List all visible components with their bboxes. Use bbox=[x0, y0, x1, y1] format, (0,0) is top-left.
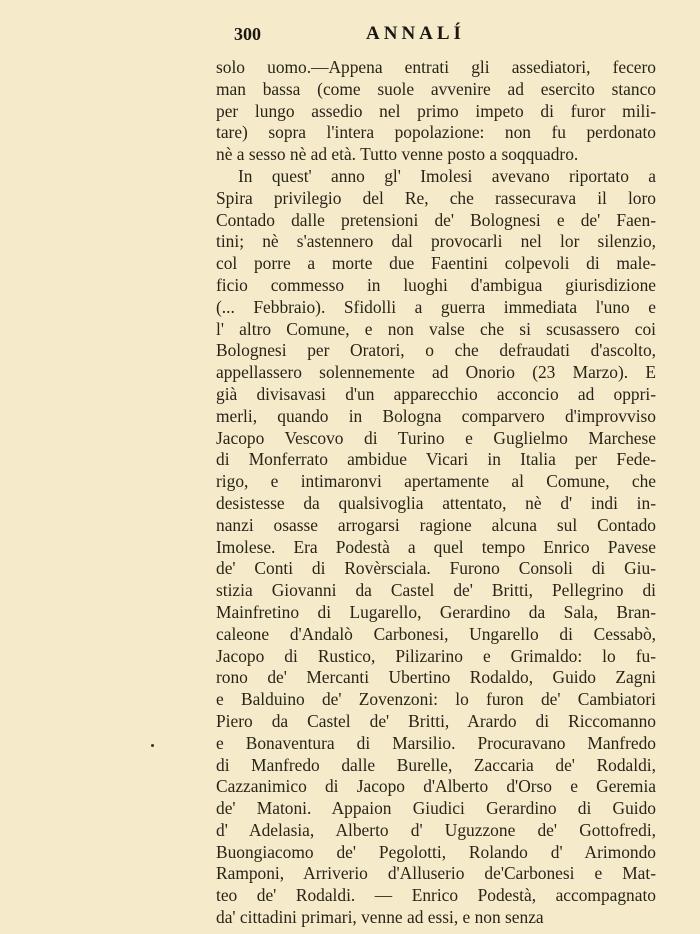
text-line: desistesse da qualsivoglia attentato, nè d' indi in- bbox=[216, 492, 656, 513]
text-line: Mainfretino di Lugarello, Gerardino da Sala, Bran- bbox=[216, 601, 656, 622]
text-line: Ramponi, Arriverio d'Alluserio de'Carbonesi e Mat- bbox=[216, 863, 656, 884]
body-text bbox=[216, 57, 656, 929]
text-line: tini; nè s'astennero dal provocarli nel lor silenzio, bbox=[216, 231, 656, 252]
text-line: di Monferrato ambidue Vicari in Italia per Fede- bbox=[216, 449, 656, 470]
text-line: Jacopo di Rustico, Pilizarino e Grimaldo: lo fu- bbox=[216, 645, 656, 666]
text-line: Imolese. Era Podestà a quel tempo Enrico Pavese bbox=[216, 536, 656, 557]
ink-speck bbox=[151, 744, 154, 747]
text-line: Cazzanimico di Jacopo d'Alberto d'Orso e Geremia bbox=[216, 776, 656, 797]
text-line: In quest' anno gl' Imolesi avevano riportato a bbox=[238, 165, 656, 186]
text-line: l' altro Comune, e non valse che si scusassero coi bbox=[216, 318, 656, 339]
text-line: Spira privilegio del Re, che rassecurava il loro bbox=[216, 187, 656, 208]
text-line: e Balduino de' Zovenzoni: lo furon de' Cambiatori bbox=[216, 689, 656, 710]
text-line: e Bonaventura di Marsilio. Procuravano Manfredo bbox=[216, 732, 656, 753]
text-line: da' cittadini primari, venne ad essi, e non senza bbox=[216, 907, 544, 928]
text-line: rigo, e intimaronvi apertamente al Comune, che bbox=[216, 471, 656, 492]
text-line: tare) sopra l'intera popolazione: non fu perdonato bbox=[216, 122, 656, 143]
text-line: Piero da Castel de' Britti, Arardo di Riccomanno bbox=[216, 710, 656, 731]
text-line: de' Conti di Rovèrsciala. Furono Consoli di Giu- bbox=[216, 558, 656, 579]
text-line: man bassa (come suole avvenire ad esercito stanco bbox=[216, 78, 656, 99]
page-number: 300 bbox=[234, 24, 261, 44]
text-line: teo de' Rodaldi. — Enrico Podestà, accompagnato bbox=[216, 885, 656, 906]
text-line: Jacopo Vescovo di Turino e Guglielmo Marchese bbox=[216, 427, 656, 448]
text-line: Buongiacomo de' Pegolotti, Rolando d' Arimondo bbox=[216, 841, 656, 862]
text-line: (... Febbraio). Sfidolli a guerra immediata l'uno e bbox=[216, 296, 656, 317]
text-line: rono de' Mercanti Ubertino Rodaldo, Guido Zagni bbox=[216, 667, 656, 688]
running-head bbox=[216, 22, 656, 46]
text-line: Bolognesi per Oratori, o che defraudati d'ascolto, bbox=[216, 340, 656, 361]
text-line: nè a sesso nè ad età. Tutto venne posto a soqquadro. bbox=[216, 144, 579, 165]
text-line: appellassero solennemente ad Onorio (23 Marzo). E bbox=[216, 362, 656, 383]
text-line: per lungo assedio nel primo impeto di furor mili- bbox=[216, 100, 656, 121]
text-line: solo uomo.—Appena entrati gli assediatori, fecero bbox=[216, 57, 656, 77]
text-line: merli, quando in Bologna comparvero d'improvviso bbox=[216, 405, 656, 426]
text-line: di Manfredo dalle Burelle, Zaccaria de' Rodaldi, bbox=[216, 754, 656, 775]
text-line: de' Matoni. Appaion Giudici Gerardino di Guido bbox=[216, 798, 656, 819]
text-line: col porre a morte due Faentini colpevoli di male- bbox=[216, 253, 656, 274]
text-line: già divisavasi d'un apparecchio acconcio ad oppri- bbox=[216, 383, 656, 404]
text-line: caleone d'Andalò Carbonesi, Ungarello di Cessabò, bbox=[216, 623, 656, 644]
text-line: ficio commesso in luoghi d'ambigua giurisdizione bbox=[216, 274, 656, 295]
text-line: stizia Giovanni da Castel de' Britti, Pellegrino di bbox=[216, 580, 656, 601]
running-title: ANNALÍ bbox=[366, 23, 465, 44]
text-line: d' Adelasia, Alberto d' Uguzzone de' Gottofredi, bbox=[216, 819, 656, 840]
text-line: Contado dalle pretensioni de' Bolognesi e de' Faen- bbox=[216, 209, 656, 230]
text-line: nanzi osasse arrogarsi ragione alcuna sul Contado bbox=[216, 514, 656, 535]
